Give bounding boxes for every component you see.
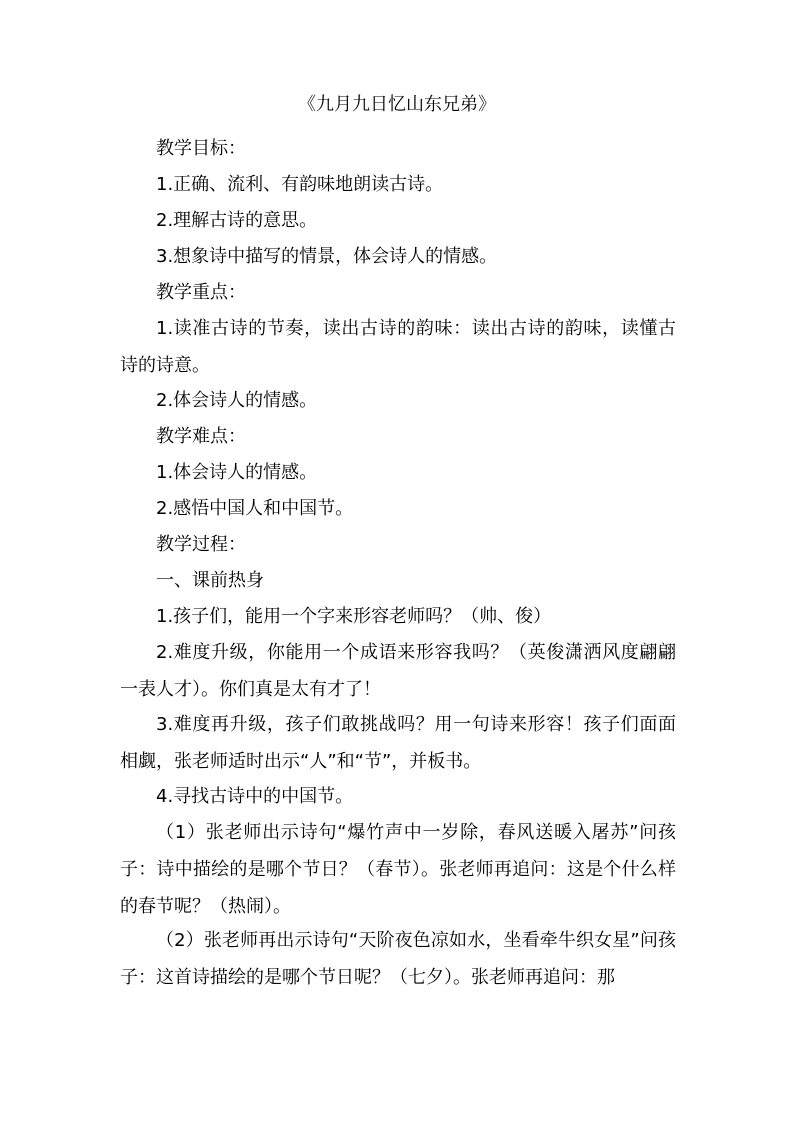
- document-title: 《九月九日忆山东兄弟》: [298, 94, 496, 115]
- key-points-heading: 教学重点：: [156, 282, 246, 303]
- process-item-4: 4.寻找古诗中的中国节。: [156, 786, 354, 807]
- difficulty-item-1: 1.体会诗人的情感。: [156, 462, 318, 483]
- process-heading: 教学过程：: [156, 534, 246, 555]
- goal-item-3: 3.想象诗中描写的情景，体会诗人的情感。: [156, 246, 498, 267]
- process-item-3: 3.难度再升级，孩子们敢挑战吗？用一句诗来形容！孩子们面面相觑，张老师适时出示“人”和“节”，并板书。: [120, 714, 676, 772]
- goals-heading: 教学目标：: [156, 138, 246, 159]
- process-item-1: 1.孩子们，能用一个字来形容老师吗？（帅、俊）: [156, 606, 552, 627]
- key-point-item-2: 2.体会诗人的情感。: [156, 390, 318, 411]
- difficulty-item-2: 2.感悟中国人和中国节。: [156, 498, 354, 519]
- process-section-1: 一、课前热身: [156, 570, 264, 591]
- process-item-6: （2）张老师再出示诗句“天阶夜色凉如水，坐看牵牛织女星”问孩子：这首诗描绘的是哪个节日呢？（七夕）。张老师再追问：那: [120, 930, 676, 988]
- process-item-5: （1）张老师出示诗句“爆竹声中一岁除，春风送暖入屠苏”问孩子：诗中描绘的是哪个节日？（春节）。张老师再追问：这是个什么样的春节呢？（热闹）。: [120, 822, 676, 917]
- goal-item-2: 2.理解古诗的意思。: [156, 210, 318, 231]
- goal-item-1: 1.正确、流利、有韵味地朗读古诗。: [156, 174, 444, 195]
- difficulties-heading: 教学难点：: [156, 426, 246, 447]
- process-item-2: 2.难度升级，你能用一个成语来形容我吗？（英俊潇洒风度翩翩一表人才）。你们真是太有才了！: [120, 642, 676, 700]
- key-point-item-1: 1.读准古诗的节奏，读出古诗的韵味：读出古诗的韵味，读懂古诗的诗意。: [120, 318, 676, 376]
